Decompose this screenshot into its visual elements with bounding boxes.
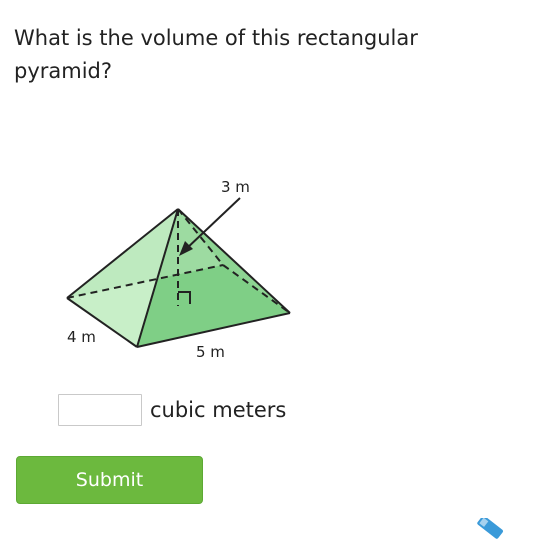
answer-input[interactable] — [58, 394, 142, 426]
submit-button[interactable]: Submit — [16, 456, 203, 504]
length-label: 5 m — [196, 343, 225, 361]
height-label: 3 m — [221, 178, 250, 196]
answer-row — [58, 393, 286, 427]
pencil-icon[interactable] — [470, 518, 510, 540]
width-label: 4 m — [67, 328, 96, 346]
unit-label: cubic meters — [150, 398, 287, 422]
question-text: What is the volume of this rectangular pyramid? — [14, 26, 418, 83]
